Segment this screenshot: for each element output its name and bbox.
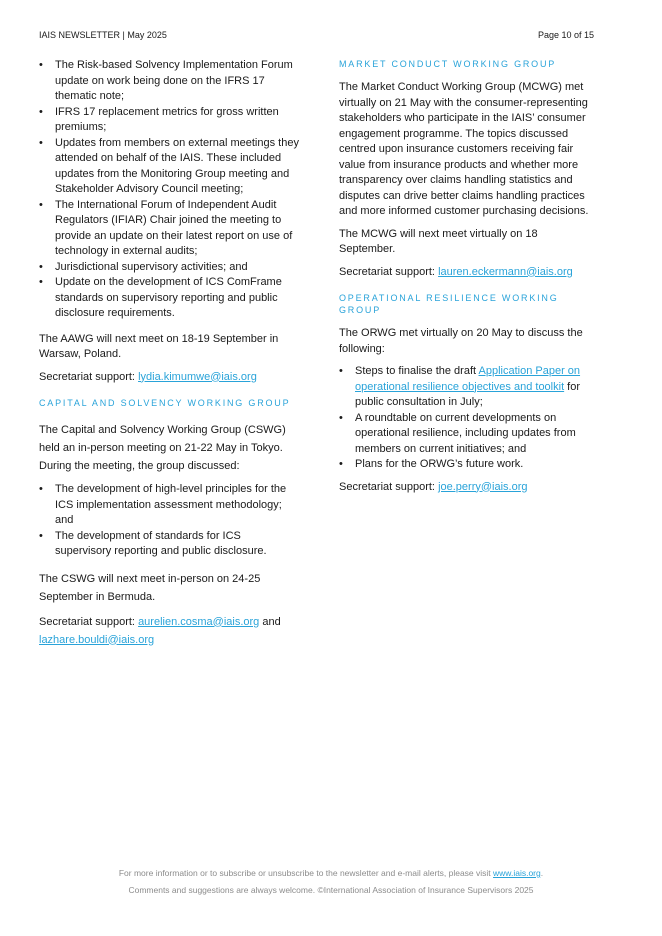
page-number: Page 10 of 15 <box>537 30 594 40</box>
cswg-secretariat <box>39 613 299 649</box>
email-link-lauren[interactable]: lauren.eckermann@iais.org <box>438 265 573 278</box>
footer-text: For more information or to subscribe or unsubscribe to the newsletter and e-mail alerts, please visit <box>118 868 494 878</box>
cswg-next-meeting: The CSWG will next meet in-person on 24-25 September in Bermuda. <box>39 572 261 603</box>
email-link-lydia[interactable]: lydia.kimumwe@iais.org <box>138 370 257 383</box>
list-item: • The development of standards for ICS supervisory reporting and public disclosure. <box>39 529 299 560</box>
aawg-secretariat <box>39 370 299 386</box>
orwg-intro: The ORWG met virtually on 20 May to discuss the following: <box>339 327 583 355</box>
list-item: • Jurisdictional supervisory activities; and <box>39 260 299 276</box>
right-column <box>339 58 595 495</box>
secretariat-label: Secretariat support: <box>339 265 439 278</box>
cswg-intro: The Capital and Solvency Working Group (CSWG) held an in-person meeting on 21-22 May in Tokyo. During the meeting, the group discussed: <box>39 424 286 472</box>
cswg-section-title: CAPITAL AND SOLVENCY WORKING GROUP <box>39 398 291 408</box>
list-item: • A roundtable on current developments on operational resilience, including updates from members on current initiatives; and <box>339 411 595 458</box>
secretariat-label: Secretariat support: <box>339 480 439 493</box>
mcwg-next-meeting: The MCWG will next meet virtually on 18 September. <box>339 227 538 255</box>
secretariat-and: and <box>259 615 281 628</box>
website-link[interactable]: www.iais.org <box>493 868 541 878</box>
list-item: • Update on the development of ICS ComFrame standards on supervisory reporting and public disclosure requirements. <box>39 275 299 322</box>
orwg-bullet-list <box>339 364 595 473</box>
footer-copyright: Comments and suggestions are always welcome. ©International Association of Insurance Supervisors 2025 <box>128 885 534 895</box>
email-link-aurelien[interactable]: aurelien.cosma@iais.org <box>138 615 260 628</box>
mcwg-section-title: MARKET CONDUCT WORKING GROUP <box>339 59 557 69</box>
bullet-suffix: for public consultation in July; <box>355 380 581 408</box>
mcwg-secretariat <box>339 265 595 281</box>
secretariat-label: Secretariat support: <box>39 370 139 383</box>
list-item: • The International Forum of Independent Audit Regulators (IFIAR) Chair joined the meeting to provide an update on their latest report on use of technology in external audits; <box>39 198 299 260</box>
list-item: • The development of high-level principles for the ICS implementation assessment methodology; and <box>39 482 299 529</box>
mcwg-body: The Market Conduct Working Group (MCWG) met virtually on 21 May with the consumer-representing stakeholders who participate in the IAIS’ consumer engagement programme. The topics discussed centred upon insurance customers receiving fair value from insurance products and whether more transparency over claims handling statistics and disputes can drive better claims handling practices and more informed customer purchasing decisions. <box>339 81 589 217</box>
cswg-bullet-list <box>39 482 299 560</box>
orwg-section-title: OPERATIONAL RESILIENCE WORKING GROUP <box>339 293 559 315</box>
list-item <box>339 364 595 411</box>
list-item: • IFRS 17 replacement metrics for gross written premiums; <box>39 105 299 136</box>
aawg-next-meeting: The AAWG will next meet on 18-19 September in Warsaw, Poland. <box>39 332 279 360</box>
application-paper-link[interactable]: Application Paper on operational resilience objectives and toolkit <box>355 365 581 393</box>
bullet-prefix: Steps to finalise the draft <box>355 365 479 377</box>
list-item: • The Risk-based Solvency Implementation Forum update on work being done on the IFRS 17 thematic note; <box>39 58 299 105</box>
footer-period: . <box>540 868 544 878</box>
secretariat-label: Secretariat support: <box>39 615 139 628</box>
aawg-bullet-list <box>39 58 299 322</box>
email-link-joe[interactable]: joe.perry@iais.org <box>438 480 528 493</box>
list-item: • Plans for the ORWG’s future work. <box>339 457 595 473</box>
email-link-lazhare[interactable]: lazhare.bouldi@iais.org <box>39 633 155 646</box>
list-item: • Updates from members on external meetings they attended on behalf of the IAIS. These included updates from the Monitoring Group meeting and Stakeholder Advisory Council meeting; <box>39 136 299 198</box>
footer-subscribe-line <box>0 868 662 878</box>
newsletter-header: IAIS NEWSLETTER | May 2025 <box>39 30 167 40</box>
left-column <box>39 58 299 649</box>
orwg-secretariat <box>339 480 595 496</box>
